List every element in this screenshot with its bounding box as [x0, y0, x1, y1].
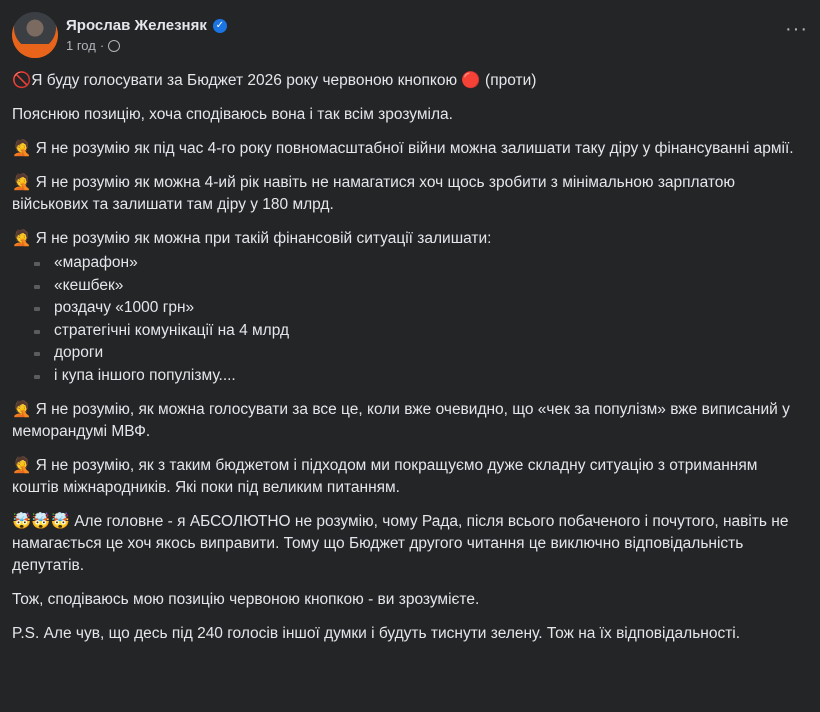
- globe-icon: [108, 40, 120, 52]
- list-item: дороги: [32, 342, 804, 365]
- list-item: «марафон»: [32, 252, 804, 275]
- post-paragraph: 🤯🤯🤯 Але головне - я АБСОЛЮТНО не розумію, чому Рада, після всього побаченого і почутого, навіть не намагається це хоч якось виправити. Тому що Бюджет другого читання це виключно відповідальність депутатів.: [12, 513, 789, 574]
- post-time[interactable]: 1 год: [66, 38, 96, 53]
- post-paragraph: 🤦 Я не розумію як можна 4-ий рік навіть не намагатися хоч щось зробити з мінімальною зарплатою військових та залишати там діру у 180 млрд.: [12, 174, 736, 213]
- more-options-button[interactable]: ···: [785, 18, 808, 40]
- post-body: [12, 70, 804, 657]
- avatar[interactable]: [12, 12, 58, 58]
- post-paragraph: 🚫Я буду голосувати за Бюджет 2026 року червоною кнопкою 🔴 (проти): [12, 72, 537, 89]
- post-paragraph: 🤦 Я не розумію, як з таким бюджетом і підходом ми покращуємо дуже складну ситуацію з отриманням коштів міжнародників. Які поки під великим питанням.: [12, 457, 758, 496]
- post-paragraph: P.S. Але чув, що десь під 240 голосів іншої думки і будуть тиснути зелену. Тож на їх відповідальності.: [12, 625, 741, 642]
- list-item: «кешбек»: [32, 275, 804, 298]
- separator: ·: [99, 38, 105, 53]
- bullet-list: [12, 252, 804, 387]
- verified-badge-icon: ✓: [213, 19, 227, 33]
- list-item: стратегічні комунікації на 4 млрд: [32, 320, 804, 343]
- post-header: [12, 10, 227, 60]
- author-name[interactable]: Ярослав Железняк: [66, 17, 207, 34]
- post-paragraph: Пояснюю позицію, хоча сподіваюсь вона і так всім зрозуміла.: [12, 106, 453, 123]
- post-paragraph: 🤦 Я не розумію як під час 4-го року повномасштабної війни можна залишати таку діру у фінансуванні армії.: [12, 140, 794, 157]
- list-item: роздачу «1000 грн»: [32, 297, 804, 320]
- post-paragraph: 🤦 Я не розумію, як можна голосувати за все це, коли вже очевидно, що «чек за популізм» вже виписаний у меморандумі МВФ.: [12, 401, 790, 440]
- post-paragraph: 🤦 Я не розумію як можна при такій фінансовій ситуації залишати:: [12, 230, 492, 247]
- list-item: і купа іншого популізму....: [32, 365, 804, 388]
- post-paragraph: Тож, сподіваюсь мою позицію червоною кнопкою - ви зрозумієте.: [12, 591, 480, 608]
